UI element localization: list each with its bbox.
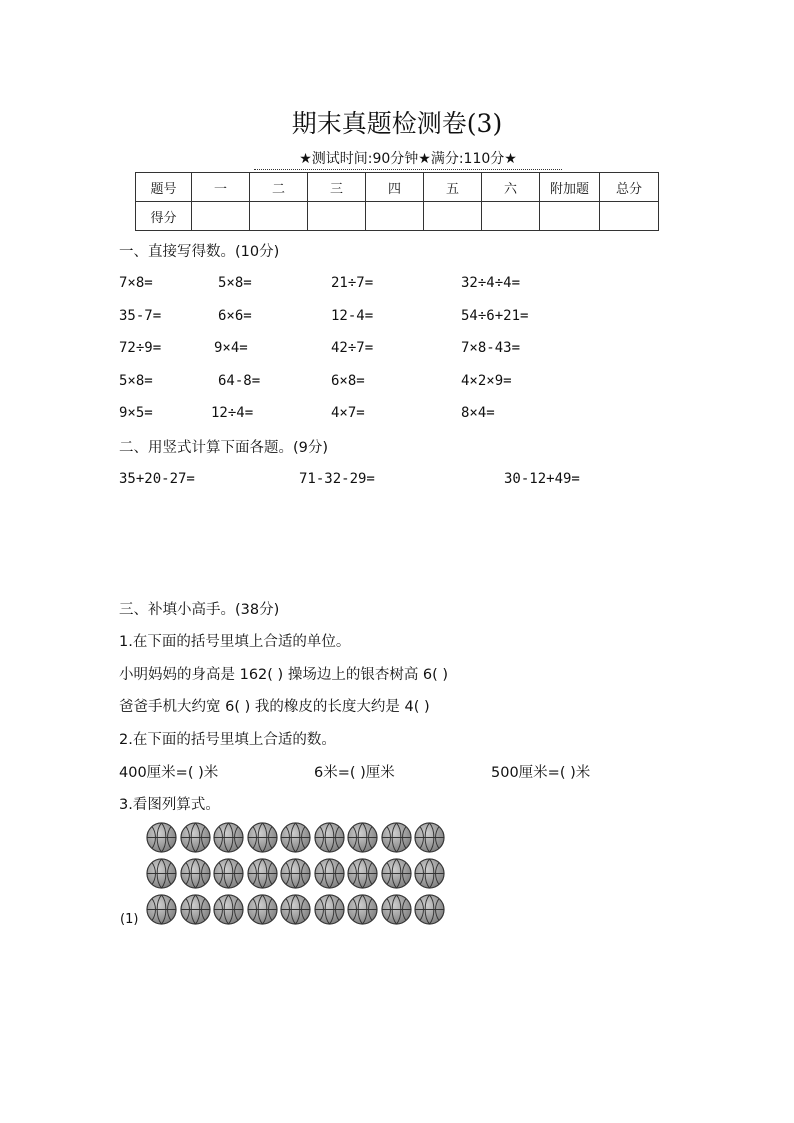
score-cell[interactable] <box>600 202 659 231</box>
basketball-icon <box>280 894 311 925</box>
equation: 12÷4= <box>211 405 254 421</box>
score-header-cell: 附加题 <box>540 173 600 202</box>
equation: 35-7= <box>119 308 162 324</box>
score-header-cell: 三 <box>308 173 366 202</box>
vertical-calc-item: 71-32-29= <box>299 471 375 487</box>
equation: 6×6= <box>218 308 252 324</box>
basketball-icon <box>314 858 345 889</box>
score-header-cell: 一 <box>192 173 250 202</box>
basketball-icon <box>314 894 345 925</box>
score-cell[interactable] <box>308 202 366 231</box>
conversion-item: 400厘米=( )米 <box>119 765 219 781</box>
section3-heading: 三、补填小高手。(38分) <box>119 602 280 618</box>
score-table-header-row <box>136 173 659 202</box>
basketball-icon <box>180 894 211 925</box>
basketball-icon <box>280 858 311 889</box>
vertical-calc-item: 35+20-27= <box>119 471 195 487</box>
question1-prompt: 1.在下面的括号里填上合适的单位。 <box>119 634 351 650</box>
conversion-item: 6米=( )厘米 <box>314 765 395 781</box>
basketball-icon <box>247 858 278 889</box>
basketball-icon <box>247 894 278 925</box>
score-table <box>135 172 659 231</box>
equation: 4×2×9= <box>461 373 512 389</box>
basketball-icon <box>280 822 311 853</box>
score-header-cell: 总分 <box>600 173 659 202</box>
question2-prompt: 2.在下面的括号里填上合适的数。 <box>119 732 336 748</box>
score-header-cell: 五 <box>424 173 482 202</box>
basketball-icon <box>347 894 378 925</box>
equation: 4×7= <box>331 405 365 421</box>
score-header-cell: 题号 <box>136 173 192 202</box>
equation: 9×4= <box>214 340 248 356</box>
section1-heading: 一、直接写得数。(10分) <box>119 244 280 260</box>
equation: 8×4= <box>461 405 495 421</box>
score-cell[interactable] <box>482 202 540 231</box>
question1-line2: 爸爸手机大约宽 6( ) 我的橡皮的长度大约是 4( ) <box>119 699 430 715</box>
page-title: 期末真题检测卷(3) <box>291 109 503 138</box>
basketball-icon <box>381 858 412 889</box>
basketball-icon <box>213 894 244 925</box>
equation: 21÷7= <box>331 275 374 291</box>
equation: 12-4= <box>331 308 374 324</box>
equation: 6×8= <box>331 373 365 389</box>
test-info-subtitle: ★测试时间:90分钟★满分:110分★ <box>254 148 562 170</box>
basketball-icon <box>414 822 445 853</box>
section2-heading: 二、用竖式计算下面各题。(9分) <box>119 440 329 456</box>
basketball-icon <box>180 822 211 853</box>
score-cell[interactable] <box>540 202 600 231</box>
score-cell[interactable] <box>366 202 424 231</box>
basketball-icon <box>347 858 378 889</box>
score-cell[interactable] <box>192 202 250 231</box>
equation: 32÷4÷4= <box>461 275 521 291</box>
equation: 9×5= <box>119 405 153 421</box>
score-cell[interactable] <box>250 202 308 231</box>
basketball-icon <box>146 858 177 889</box>
basketball-icon <box>146 822 177 853</box>
basketball-icon <box>180 858 211 889</box>
basketball-icon <box>414 858 445 889</box>
equation: 7×8-43= <box>461 340 521 356</box>
basketball-icon <box>247 822 278 853</box>
basketball-icon <box>314 822 345 853</box>
basketball-icon <box>347 822 378 853</box>
basketball-icon <box>381 894 412 925</box>
score-header-cell: 四 <box>366 173 424 202</box>
equation: 64-8= <box>218 373 261 389</box>
figure-label: (1) <box>120 912 139 927</box>
score-table-score-row <box>136 202 659 231</box>
equation: 5×8= <box>119 373 153 389</box>
score-cell[interactable] <box>424 202 482 231</box>
score-header-cell: 二 <box>250 173 308 202</box>
basketball-icon <box>414 894 445 925</box>
equation: 5×8= <box>218 275 252 291</box>
score-header-cell: 六 <box>482 173 540 202</box>
score-row-label: 得分 <box>136 202 192 231</box>
equation: 54÷6+21= <box>461 308 529 324</box>
basketball-icon <box>146 894 177 925</box>
equation: 42÷7= <box>331 340 374 356</box>
conversion-item: 500厘米=( )米 <box>491 765 591 781</box>
question1-line1: 小明妈妈的身高是 162( ) 操场边上的银杏树高 6( ) <box>119 667 449 683</box>
basketball-icon <box>381 822 412 853</box>
question3-prompt: 3.看图列算式。 <box>119 797 220 813</box>
vertical-calc-item: 30-12+49= <box>504 471 580 487</box>
equation: 7×8= <box>119 275 153 291</box>
basketball-icon <box>213 822 244 853</box>
equation: 72÷9= <box>119 340 162 356</box>
basketball-icon <box>213 858 244 889</box>
